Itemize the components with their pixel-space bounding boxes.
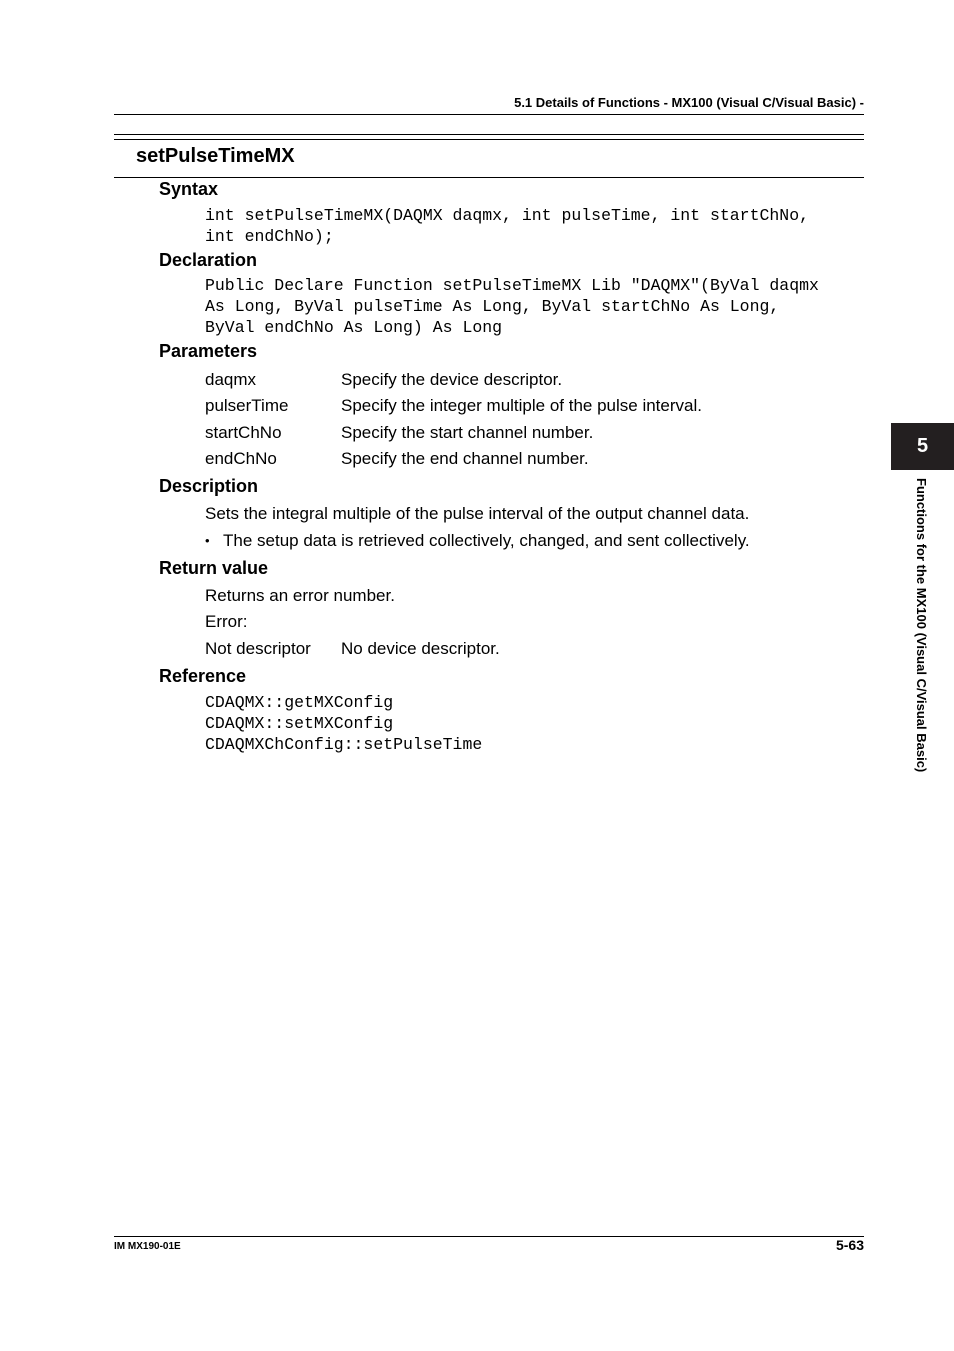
function-title: setPulseTimeMX xyxy=(136,145,295,167)
chapter-title-vertical: Functions for the MX100 (Visual C/Visual Basic) xyxy=(914,478,929,773)
running-header: 5.1 Details of Functions - MX100 (Visual C/Visual Basic) - xyxy=(514,95,864,110)
return-value-heading: Return value xyxy=(159,558,269,578)
syntax-heading: Syntax xyxy=(159,179,219,199)
param-desc: Specify the start channel number. xyxy=(341,423,594,442)
error-name: Not descriptor xyxy=(205,639,311,658)
doc-id: IM MX190-01E xyxy=(114,1241,181,1252)
parameters-heading: Parameters xyxy=(159,341,258,361)
chapter-tab: 5 xyxy=(891,423,954,470)
description-bullet: The setup data is retrieved collectively, changed, and sent collectively. xyxy=(223,531,750,550)
return-value-text: Returns an error number. xyxy=(205,586,395,605)
param-name: pulserTime xyxy=(205,396,289,415)
declaration-heading: Declaration xyxy=(159,250,258,270)
param-desc: Specify the integer multiple of the pulse interval. xyxy=(341,396,702,415)
error-label: Error: xyxy=(205,612,248,631)
title-rule-bottom xyxy=(114,177,864,178)
param-name: startChNo xyxy=(205,423,282,442)
bullet-marker: • xyxy=(205,533,210,548)
reference-heading: Reference xyxy=(159,666,247,686)
param-name: daqmx xyxy=(205,370,257,389)
title-rule-top-1 xyxy=(114,134,864,135)
param-name: endChNo xyxy=(205,449,277,468)
title-rule-top-2 xyxy=(114,139,864,140)
page-number: 5-63 xyxy=(835,1237,864,1253)
declaration-code: Public Declare Function setPulseTimeMX Lib "DAQMX"(ByVal daqmx As Long, ByVal pulseTime As Long, ByVal startChNo As Long, ByVal endChNo As Long) As Long xyxy=(205,276,819,337)
reference-code: CDAQMX::getMXConfig CDAQMX::setMXConfig CDAQMXChConfig::setPulseTime xyxy=(205,693,483,754)
syntax-code: int setPulseTimeMX(DAQMX daqmx, int pulseTime, int startChNo, int endChNo); xyxy=(205,206,809,246)
footer-rule xyxy=(114,1236,864,1237)
description-heading: Description xyxy=(159,476,259,496)
error-desc: No device descriptor. xyxy=(341,639,500,658)
param-desc: Specify the end channel number. xyxy=(341,449,589,468)
description-text: Sets the integral multiple of the pulse interval of the output channel data. xyxy=(205,504,750,523)
header-rule xyxy=(114,114,864,115)
param-desc: Specify the device descriptor. xyxy=(341,370,563,389)
